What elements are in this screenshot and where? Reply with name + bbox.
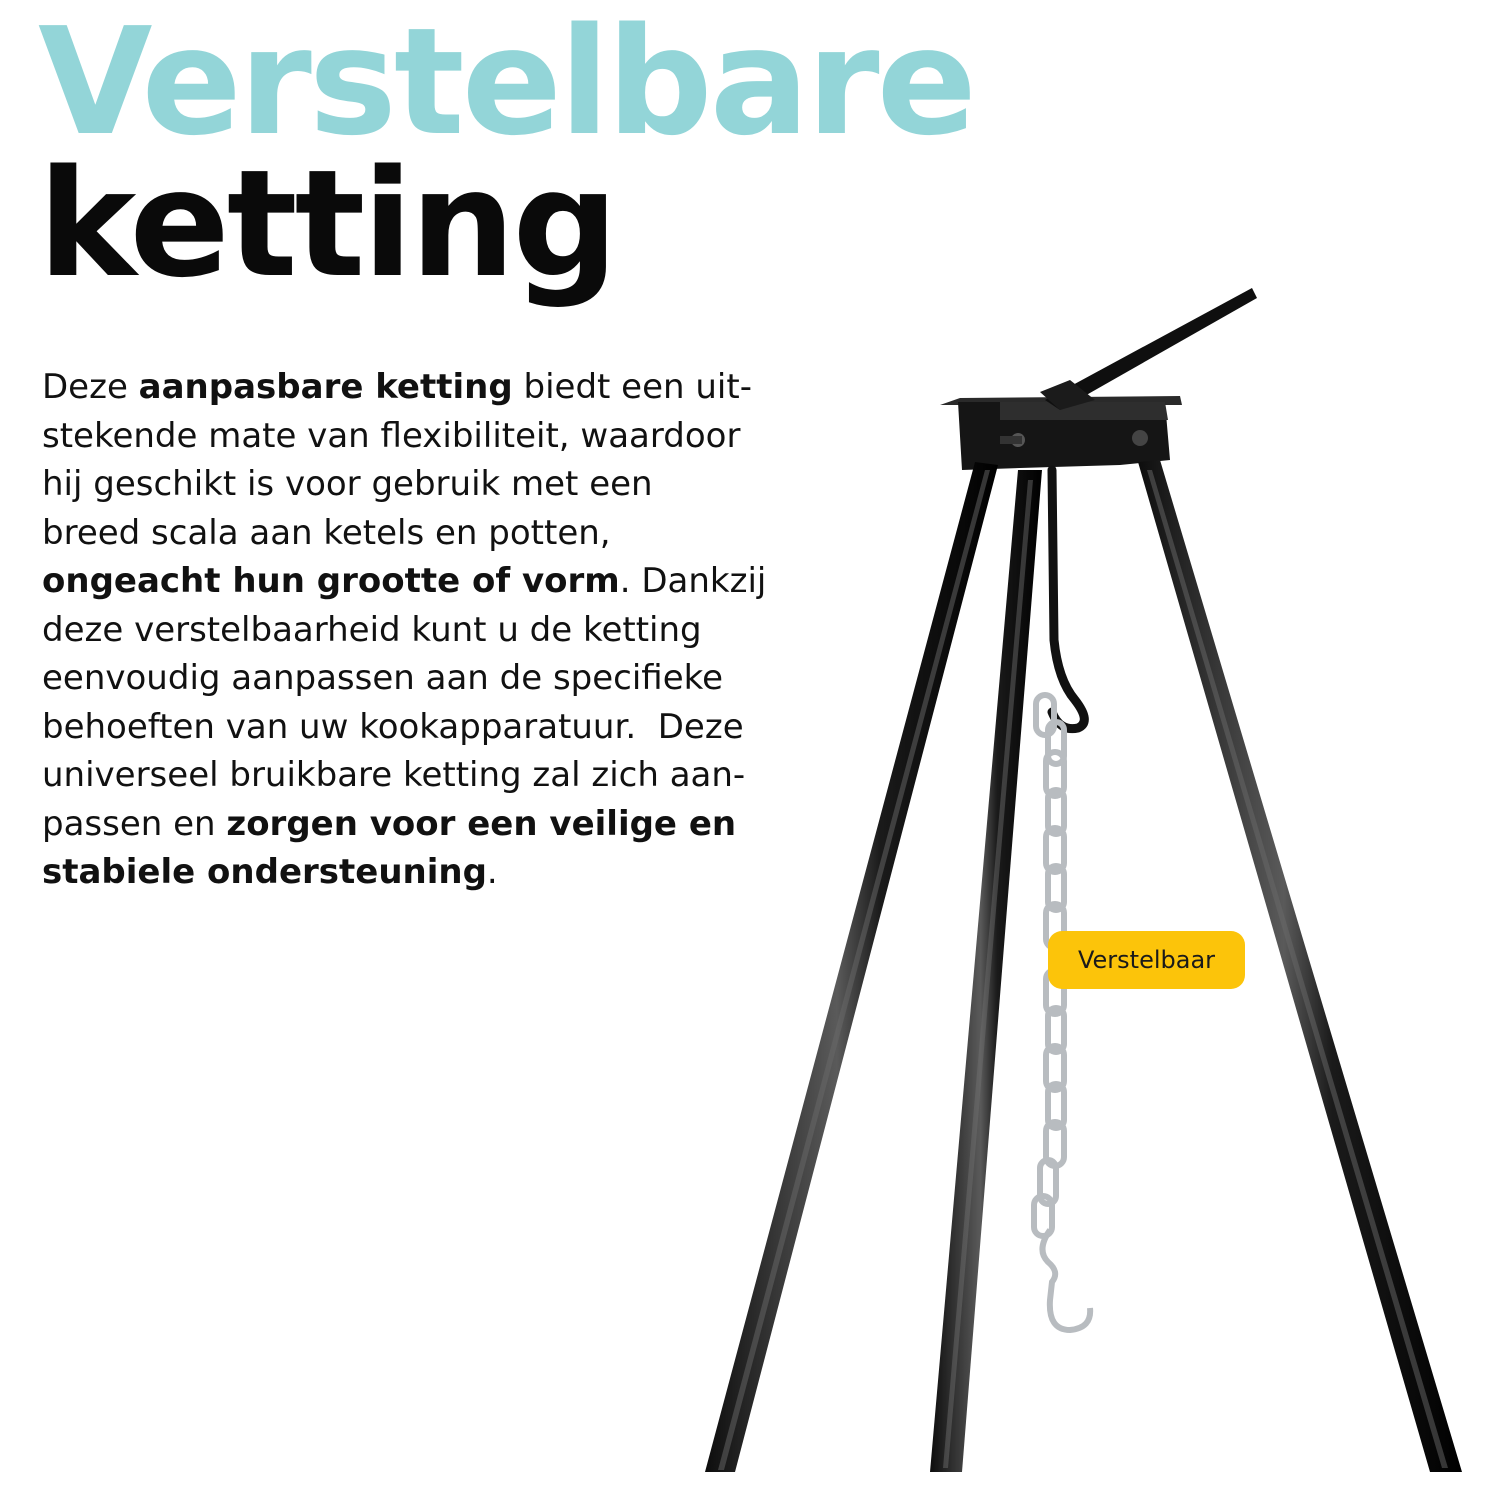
- chain: [1034, 695, 1090, 1330]
- description-line: eenvoudig aanpassen aan de specifieke: [42, 658, 724, 698]
- description-line: stekende mate van flexibiliteit, waardoor: [42, 415, 741, 456]
- description-line: behoeften van uw kookapparatuur. Deze: [42, 706, 744, 747]
- text-fragment: . Dankzij: [619, 561, 767, 601]
- description-line: deze verstelbaarheid kunt u de ketting: [42, 609, 702, 650]
- description-line: hij geschikt is voor gebruik met een: [42, 464, 653, 504]
- text-fragment: biedt een uit-: [512, 367, 752, 407]
- bold-fragment: aanpasbare ketting: [138, 367, 513, 407]
- headline-line-2: ketting: [38, 138, 616, 310]
- bold-fragment: stabiele ondersteuning: [42, 852, 487, 892]
- description-line: [42, 363, 882, 412]
- hanging-hook: [1052, 470, 1084, 729]
- description-text: [42, 363, 882, 897]
- adjustable-badge: Verstelbaar: [1048, 931, 1245, 989]
- description-line: universeel bruikbare ketting zal zich aan-: [42, 755, 746, 795]
- text-fragment: .: [486, 852, 498, 892]
- description-line: [42, 557, 882, 606]
- description-line: [42, 800, 882, 849]
- headline-line-1: Verstelbare: [38, 0, 974, 168]
- bold-fragment: ongeacht hun grootte of vorm: [42, 561, 620, 601]
- description-line: breed scala aan ketels en potten,: [42, 512, 611, 553]
- text-fragment: Deze: [42, 367, 139, 407]
- bold-fragment: zorgen voor een veilige en: [226, 803, 737, 844]
- description-line: [42, 848, 882, 897]
- text-fragment: passen en: [42, 803, 227, 844]
